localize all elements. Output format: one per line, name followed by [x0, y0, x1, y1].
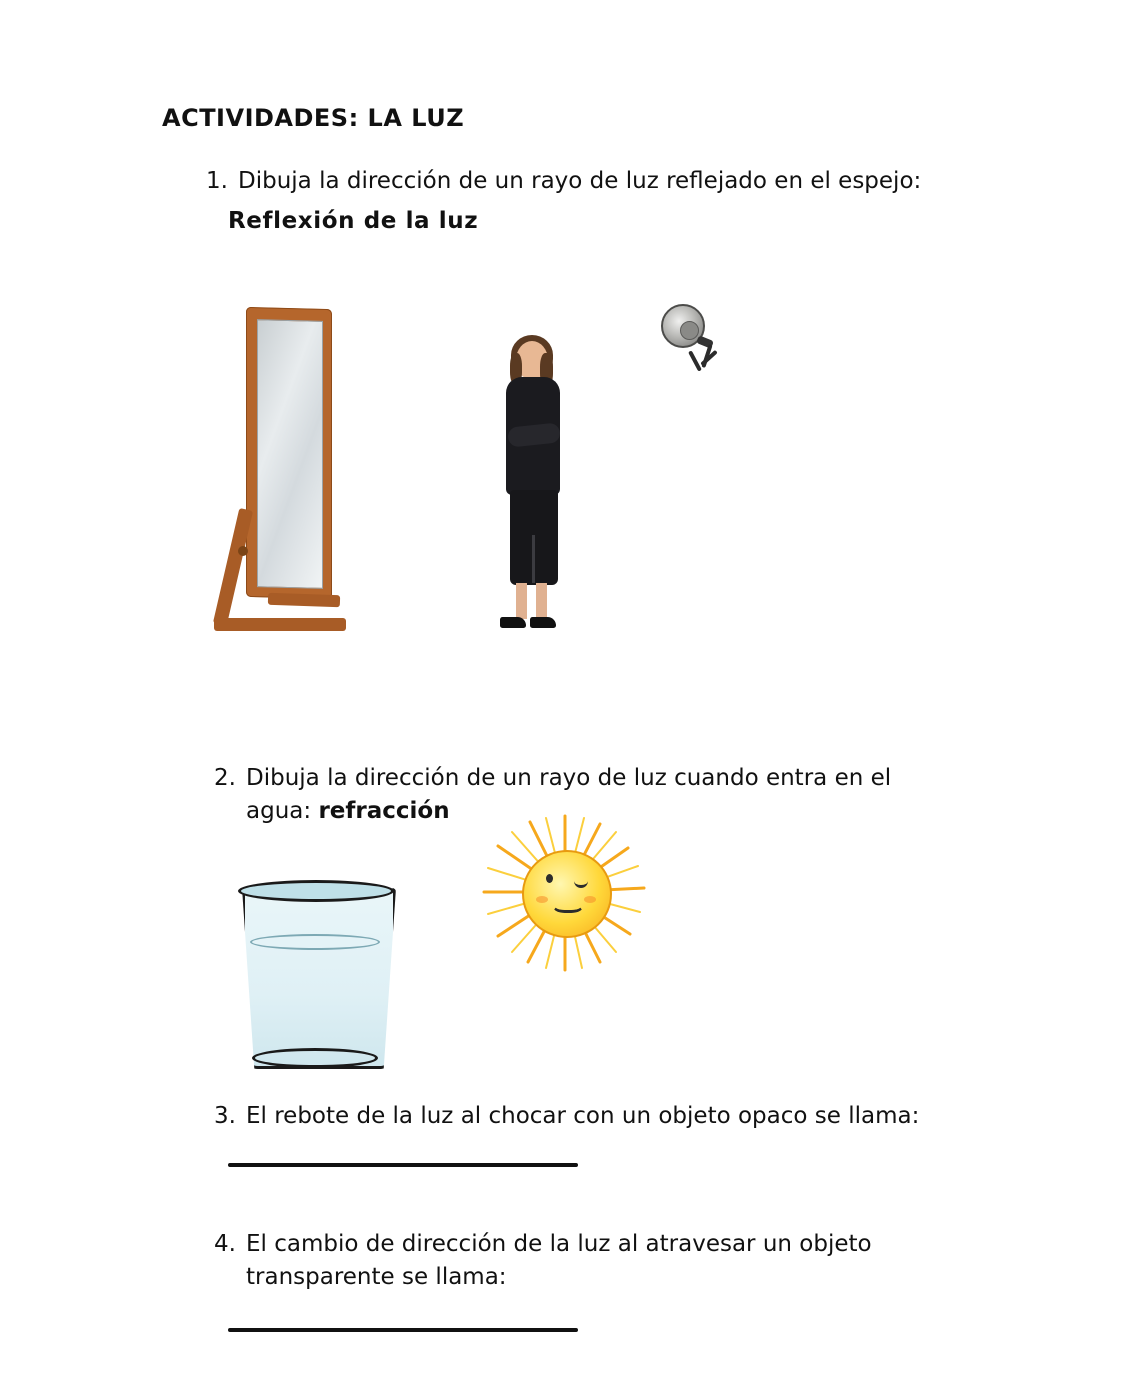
question-1 — [190, 165, 921, 198]
mirror-pivot-screw — [238, 546, 248, 556]
glass-of-water-image — [238, 880, 398, 1075]
question-2-text-plain: Dibuja la dirección de un rayo de luz cuando entra en el agua: — [246, 765, 892, 825]
sun-cheek-left — [536, 896, 548, 903]
question-2-number: 2. — [214, 765, 236, 791]
question-4-text: El cambio de dirección de la luz al atravesar un objeto transparente se llama: — [246, 1231, 872, 1291]
question-3 — [198, 1100, 998, 1133]
lamp-tripod-leg-2 — [688, 350, 702, 371]
woman-leg-right — [536, 583, 547, 619]
answer-line-3[interactable] — [228, 1163, 578, 1167]
studio-light-image — [655, 300, 745, 385]
sun-cheek-right — [584, 896, 596, 903]
question-1-text: Dibuja la dirección de un rayo de luz reflejado en el espejo: — [238, 168, 922, 194]
question-1-subtitle: Reflexión de la luz — [228, 208, 479, 234]
mirror-glass — [257, 319, 323, 589]
lamp-bulb — [680, 321, 699, 340]
standing-mirror-image — [208, 308, 368, 638]
question-1-number: 1. — [206, 168, 228, 194]
woman-shoe-left — [500, 617, 526, 628]
mirror-base — [214, 618, 346, 631]
sun-eye-left — [546, 874, 553, 883]
woman-standing-image — [480, 335, 590, 635]
sun-mouth — [552, 894, 584, 913]
question-4 — [198, 1228, 958, 1295]
glass-body — [242, 888, 396, 1069]
question-3-text: El rebote de la luz al chocar con un objeto opaco se llama: — [246, 1103, 920, 1129]
mirror-leg-support — [268, 593, 340, 608]
woman-skirt-slit — [532, 535, 535, 583]
woman-leg-left — [516, 583, 527, 619]
question-4-number: 4. — [214, 1231, 236, 1257]
mirror-frame — [246, 307, 332, 599]
glass-bottom — [252, 1048, 378, 1068]
glass-rim — [238, 880, 394, 902]
answer-line-4[interactable] — [228, 1328, 578, 1332]
glass-water-surface — [250, 934, 380, 950]
smiling-sun-image — [480, 812, 650, 972]
woman-shoe-right — [530, 617, 556, 628]
question-3-number: 3. — [214, 1103, 236, 1129]
page-title: ACTIVIDADES: LA LUZ — [162, 104, 465, 132]
question-2-keyword: refracción — [318, 798, 450, 825]
